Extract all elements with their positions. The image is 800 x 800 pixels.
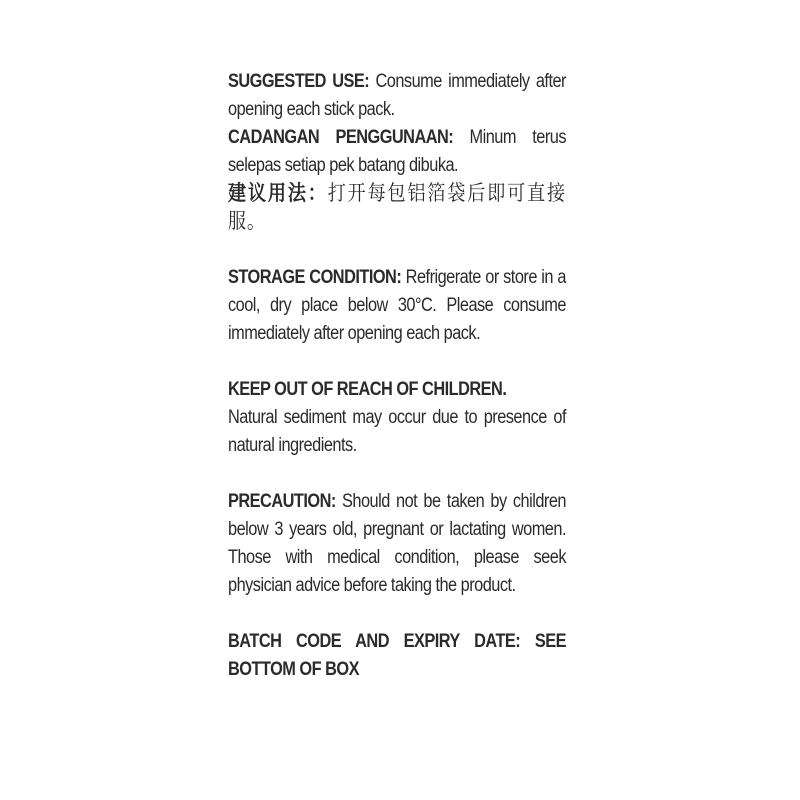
- chinese-usage-paragraph: [228, 180, 566, 236]
- storage-text: Refrigerate or store in a cool, dry place below 30°C. Please consume immediately after opening each pack.: [228, 267, 566, 344]
- cadangan-label: CADANGAN PENGGUNAAN:: [228, 127, 454, 148]
- batch-code-heading: BATCH CODE AND EXPIRY DATE: SEE BOTTOM OF BOX: [228, 631, 566, 680]
- sediment-text: Natural sediment may occur due to presence of natural ingredients.: [228, 407, 566, 456]
- storage-label: STORAGE CONDITION:: [228, 267, 402, 288]
- precaution-paragraph: [228, 488, 566, 600]
- suggested-use-text: Consume immediately after opening each stick pack.: [228, 71, 566, 120]
- suggested-use-label: SUGGESTED USE:: [228, 71, 370, 92]
- chinese-usage-label: 建议用法：: [228, 182, 328, 205]
- cadangan-paragraph: [228, 124, 566, 180]
- storage-paragraph: [228, 264, 566, 348]
- precaution-label: PRECAUTION:: [228, 491, 336, 512]
- suggested-use-paragraph: [228, 68, 566, 124]
- cadangan-text: Minum terus selepas setiap pek batang dibuka.: [228, 127, 566, 176]
- chinese-usage-text: 打开每包铝箔袋后即可直接服。: [228, 182, 566, 233]
- precaution-text: Should not be taken by children below 3 years old, pregnant or lactating women. Those with medical condition, please seek physician advice before taking the product.: [228, 491, 566, 596]
- product-label-text: [228, 68, 566, 684]
- keep-out-heading: KEEP OUT OF REACH OF CHILDREN.: [228, 379, 507, 400]
